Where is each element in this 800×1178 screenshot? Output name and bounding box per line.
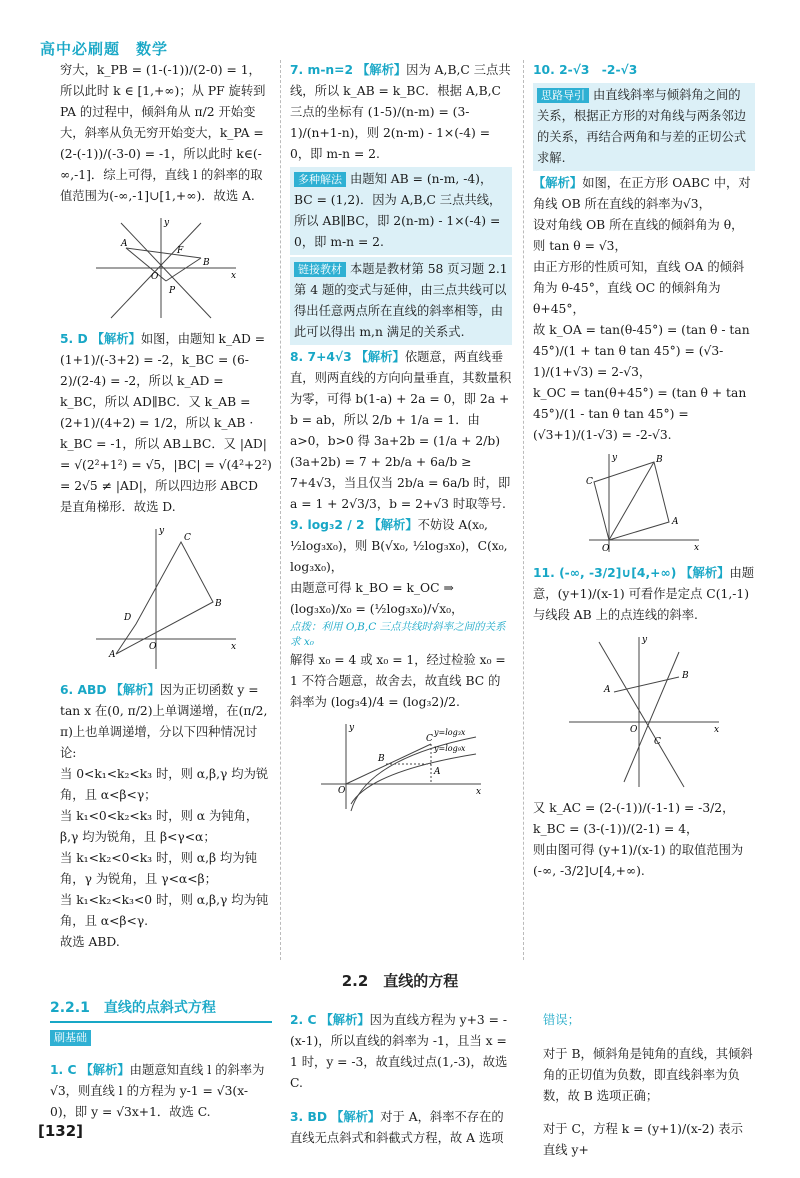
figure-trapezoid <box>91 524 241 674</box>
solution-text: 如图，由题知 k_AD = (1+1)/(-3+2) = -2，k_BC = (6-2)/(2-4) = -2，所以 k_AD = k_BC，所以 AD∥BC．又 k_AB = (2+1)/(4+2) = 1/2，所以 k_AB · k_BC = -1，所以 AB⊥BC．又 |AD| = √(2²+1²) = √5，|BC| = √(4²+2²) = 2√5 ≠ |AD|，所以四边形 ABCD 是直角梯形．故选 D. <box>60 332 272 514</box>
column-2 <box>290 60 512 820</box>
solution-text: 当 k₁<k₂<k₃<0 时，则 α,β,γ 均为钝角，且 α<β<γ. <box>60 893 269 928</box>
figure-lines-through-p <box>91 213 241 323</box>
basic-practice-badge: 刷基础 <box>50 1030 91 1046</box>
section-title: 2.2 直线的方程 <box>341 972 459 990</box>
figure-label: O <box>602 544 610 554</box>
figure-label: B <box>656 455 663 465</box>
analysis-tag: 【解析】 <box>110 683 160 697</box>
solution-text: 对于 B，倾斜角是钝角的直线，其倾斜角的正切值为负数，即直线斜率为负数，故 B 选项正确； <box>543 1046 753 1103</box>
figure-label: C <box>586 477 593 487</box>
figure-label: O <box>151 272 159 282</box>
solution-text: 当 k₁<0<k₂<k₃ 时，则 α 为钝角，β,γ 均为锐角，且 β<γ<α； <box>60 809 259 844</box>
question-number: 1. C <box>50 1063 77 1078</box>
alt-solution-tag: 多种解法 <box>294 172 346 187</box>
figure-label: x <box>694 543 700 553</box>
question-number: 3. BD <box>290 1109 328 1124</box>
figure-label: C <box>426 734 433 744</box>
solution-text: 穷大，k_PB = (1-(-1))/(2-0) = 1，所以此时 k ∈ [1,+∞)；从 PF 旋转到 PA 的过程中，倾斜角从 π/2 开始变大，斜率从负无穷开始变大，k_PA = (2-(-1))/(-3-0) = -1，所以此时 k∈(-∞,-1]．综上可得，直线 l 的斜率的取值范围为(-∞,-1]∪[1,+∞)．故选 A. <box>60 63 266 203</box>
analysis-tag: 【解析】 <box>355 350 405 364</box>
figure-label: B <box>378 754 385 764</box>
solution-text: k_OC = tan(θ+45°) = (tan θ + tan 45°)/(1 - tan θ tan 45°) = (√3+1)/(1-√3) = -2-√3. <box>533 386 747 442</box>
solution-text: 由直线斜率与倾斜角之间的关系，根据正方形的对角线与两条邻边的关系，再结合两角和与差的正切公式求解. <box>537 88 747 165</box>
solution-text: 由题意可得 k_BO = k_OC ⇒ (log₃x₀)/x₀ = (½log₃x₀)/√x₀， <box>290 581 464 616</box>
bottom-column-3 <box>543 998 755 1173</box>
figure-label: O <box>630 725 638 735</box>
hint-note: 点拨：利用 O,B,C 三点共线时斜率之间的关系求 x₀ <box>290 621 506 648</box>
figure-label: x <box>714 725 720 735</box>
figure-label: D <box>124 613 132 623</box>
solution-text: 则由图可得 (y+1)/(x-1) 的取值范围为 (-∞, -3/2]∪[4,+∞). <box>533 843 744 878</box>
column-1 <box>60 60 272 953</box>
question-number: 11. (-∞, -3/2]∪[4,+∞) <box>533 566 677 580</box>
figure-label: x <box>476 787 482 797</box>
figure-label: y <box>349 723 355 733</box>
solution-text: 当 k₁<k₂<0<k₃ 时，则 α,β 均为钝角，γ 为锐角，且 γ<α<β； <box>60 851 257 886</box>
figure-label: A <box>672 517 679 527</box>
analysis-tag: 【解析】 <box>331 1109 381 1124</box>
solution-text: 又 k_AC = (2-(-1))/(-1-1) = -3/2，k_BC = (3-(-1))/(2-1) = 4， <box>533 801 735 836</box>
question-number: 8. 7+4√3 <box>290 350 352 364</box>
figure-label: y <box>164 218 170 228</box>
solution-text: 本题是教材第 58 页习题 2.1 第 4 题的变式与延伸，由三点共线可以得出任意两点所在直线的斜率相等，由此可以得出 m,n 满足的关系式. <box>294 262 508 339</box>
figure-label: C <box>184 533 191 543</box>
figure-label: B <box>682 671 689 681</box>
figure-label: B <box>215 599 222 609</box>
figure-label: y <box>642 635 648 645</box>
solution-text: 不妨设 A(x₀, ½log₃x₀)，则 B(√x₀, ½log₃x₀)，C(x₀, log₃x₀)， <box>290 518 508 574</box>
subsection-title: 2.2.1 直线的点斜式方程 <box>50 998 272 1023</box>
figure-label: y <box>612 453 618 463</box>
solution-text: 错误； <box>543 1013 580 1028</box>
question-number: 2. C <box>290 1013 317 1028</box>
page-number-value: 132 <box>44 1122 77 1140</box>
figure-label: C <box>654 737 661 747</box>
solution-text: 设对角线 OB 所在直线的倾斜角为 θ，则 tan θ = √3， <box>533 218 744 253</box>
solution-text: 故 k_OA = tan(θ-45°) = (tan θ - tan 45°)/(1 + tan θ tan 45°) = (√3-1)/(1+√3) = 2-√3， <box>533 323 750 379</box>
solution-text: 如图，在正方形 OABC 中，对角线 OB 所在直线的斜率为√3， <box>533 176 751 211</box>
textbook-link-tag: 链接教材 <box>294 262 346 277</box>
solution-text: 因为直线方程为 y+3 = -(x-1)，所以直线的斜率为 -1，且当 x = 1 时，y = -3，故直线过点(1,-3)，故选 C. <box>290 1013 508 1091</box>
solution-text: 由题意，(y+1)/(x-1) 可看作是定点 C(1,-1) 与线段 AB 上的点连线的斜率. <box>533 566 755 622</box>
figure-square-oabc <box>584 452 704 557</box>
solution-text: 当 0<k₁<k₂<k₃ 时，则 α,β,γ 均为锐角，且 α<β<γ； <box>60 767 269 802</box>
figure-label: A <box>604 685 611 695</box>
idea-guide-tag: 思路导引 <box>537 88 589 103</box>
figure-label: A <box>109 650 116 660</box>
question-number: 6. ABD <box>60 683 107 697</box>
figure-segment-ab <box>564 632 724 792</box>
figure-label: y=log₉x <box>434 744 466 753</box>
question-number: 5. D <box>60 332 88 346</box>
figure-label: A <box>121 239 128 249</box>
figure-label: y=log₃x <box>434 728 466 737</box>
column-divider <box>523 60 524 960</box>
idea-guide-box <box>533 83 755 171</box>
figure-label: F <box>177 246 184 256</box>
solution-text: 因为 A,B,C 三点共线，所以 k_AB = k_BC．根据 A,B,C 三点的坐标有 (1-5)/(n-m) = (3-1)/(n+1-n)，则 2(n-m) - 1×(-4) = 0，即 m-n = 2. <box>290 63 511 161</box>
analysis-tag: 【解析】 <box>320 1013 370 1028</box>
analysis-tag: 【解析】 <box>368 518 418 532</box>
figure-label: x <box>231 642 237 652</box>
figure-label: O <box>149 642 157 652</box>
solution-text: 故选 ABD. <box>60 935 120 949</box>
solution-text: 对于 A，斜率不存在的直线无点斜式和斜截式方程，故 A 选项 <box>290 1109 504 1145</box>
analysis-tag: 【解析】 <box>80 1063 130 1078</box>
solution-text: 由正方形的性质可知，直线 OA 的倾斜角为 θ-45°，直线 OC 的倾斜角为 θ+45°， <box>533 260 745 316</box>
solution-text: 解得 x₀ = 4 或 x₀ = 1，经过检验 x₀ = 1 不符合题意，故舍去，故直线 BC 的斜率为 (log₃4)/4 = (log₃2)/2. <box>290 653 506 709</box>
solution-text: 由题意知直线 l 的斜率为√3，则直线 l 的方程为 y-1 = √3(x-0)，即 y = √3x+1．故选 C. <box>50 1063 265 1120</box>
figure-label: P <box>169 286 176 296</box>
bottom-column-2 <box>290 998 512 1161</box>
figure-label: B <box>203 258 210 268</box>
running-header: 高中必刷题 数学 <box>40 40 169 58</box>
question-number: 7. m-n=2 <box>290 63 354 77</box>
column-3 <box>533 60 755 882</box>
figure-label: x <box>231 271 237 281</box>
question-number: 10. 2-√3 -2-√3 <box>533 63 638 77</box>
analysis-tag: 【解析】 <box>680 566 730 580</box>
solution-text: 因为正切函数 y = tan x 在(0, π/2)上单调递增，在(π/2, π)上也单调递增，分以下四种情况讨论: <box>60 683 268 760</box>
question-number: 9. log₃2 / 2 <box>290 518 365 532</box>
textbook-link-box <box>290 257 512 345</box>
alt-solution-box <box>290 167 512 255</box>
solution-text: 由题知 AB = (n-m, -4)，BC = (1,2)．因为 A,B,C 三点共线，所以 AB∥BC，即 2(n-m) - 1×(-4) = 0，即 m-n = 2. <box>294 172 502 249</box>
figure-label: y <box>159 526 165 536</box>
analysis-tag: 【解析】 <box>356 63 407 77</box>
solution-text: 对于 C，方程 k = (y+1)/(x-2) 表示直线 y+ <box>543 1121 743 1157</box>
bottom-column-1 <box>50 998 272 1136</box>
figure-label: O <box>338 786 346 796</box>
figure-log-curves <box>316 719 486 814</box>
solution-text: 依题意，两直线垂直，则两直线的方向向量垂直，其数量积为零，可得 b(1-a) + 2a = 0，即 2a + b = ab，所以 2/b + 1/a = 1．由 a>0，b>0 得 3a+2b = (1/a + 2/b)(3a+2b) = 7 + 2b/a + 6a/b ≥ 7+4√3，当且仅当 2b/a = 6a/b 时，即 a = 1 + 2√3/3，b = 2+√3 时取等号. <box>290 350 512 511</box>
page-number: [132] <box>38 1122 84 1140</box>
analysis-tag: 【解析】 <box>91 332 141 346</box>
figure-label: A <box>434 767 441 777</box>
analysis-tag: 【解析】 <box>533 176 583 190</box>
column-divider <box>280 60 281 960</box>
